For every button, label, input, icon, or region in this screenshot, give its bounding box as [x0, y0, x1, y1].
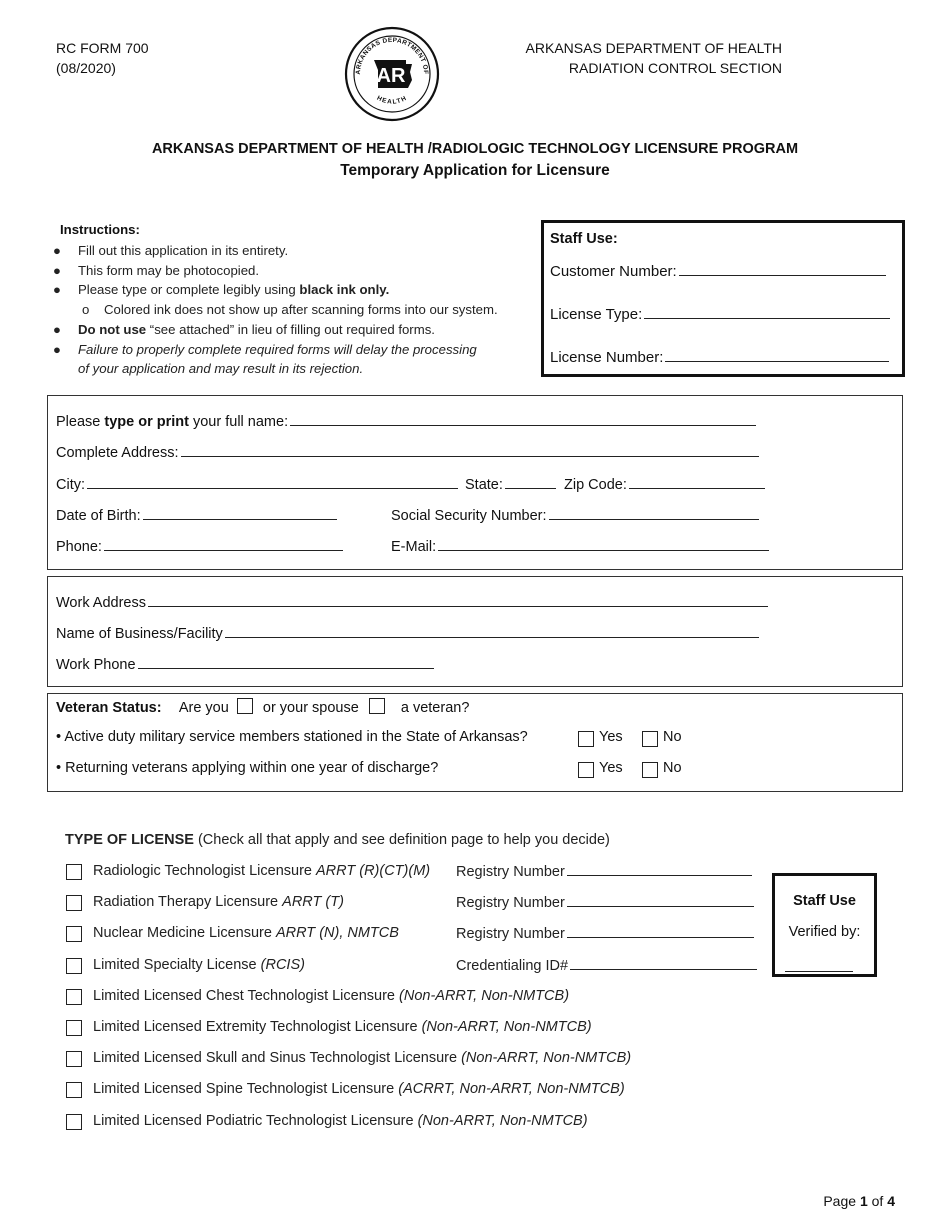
instruction-item: ● Please type or complete legibly using black ink only. — [53, 282, 390, 298]
license-type-field[interactable]: License Type: — [550, 306, 890, 323]
license-type-label: Radiologic Technologist Licensure ARRT (R)(CT)(M) — [93, 863, 431, 879]
returning-yes-label: Yes — [599, 760, 623, 776]
staff-verified-box — [772, 873, 877, 977]
staff-use-heading: Staff Use: — [550, 231, 618, 247]
active-duty-no-checkbox[interactable] — [642, 731, 658, 747]
active-duty-yes-checkbox[interactable] — [578, 731, 594, 747]
instruction-item-continued: of your application and may result in its rejection. — [78, 361, 364, 377]
license-type-checkbox[interactable] — [66, 958, 82, 974]
license-type-checkbox[interactable] — [66, 1114, 82, 1130]
active-duty-yes-label: Yes — [599, 729, 623, 745]
form-date: (08/2020) — [56, 60, 116, 76]
license-type-checkbox[interactable] — [66, 1020, 82, 1036]
returning-veteran-question: • Returning veterans applying within one year of discharge? — [56, 760, 439, 776]
email-field[interactable]: E-Mail: — [391, 538, 769, 555]
license-type-label: Limited Licensed Extremity Technologist Licensure (Non-ARRT, Non-NMTCB) — [93, 1019, 592, 1035]
license-registry-field[interactable]: Registry Number — [456, 925, 754, 942]
license-type-label: Limited Specialty License (RCIS) — [93, 956, 305, 973]
veteran-spouse-checkbox[interactable] — [369, 698, 385, 714]
instruction-item: ● Do not use “see attached” in lieu of filling out required forms. — [53, 321, 435, 337]
license-type-checkbox[interactable] — [66, 989, 82, 1005]
verified-by-field[interactable] — [785, 959, 853, 972]
department-seal-logo — [344, 26, 440, 122]
state-field[interactable]: State: — [465, 476, 556, 493]
license-type-checkbox[interactable] — [66, 1051, 82, 1067]
veteran-status-label: Veteran Status: — [56, 700, 162, 716]
veteran-self-checkbox[interactable] — [237, 698, 253, 714]
business-name-field[interactable]: Name of Business/Facility — [56, 625, 759, 642]
active-duty-no-label: No — [663, 729, 682, 745]
instruction-item: ● This form may be photocopied. — [53, 262, 260, 278]
instruction-sub-item: o Colored ink does not show up after scanning forms into our system. — [82, 302, 498, 318]
returning-no-label: No — [663, 760, 682, 776]
veteran-status-row: Veteran Status: Are you or your spouse a veteran? — [56, 700, 470, 716]
work-address-field[interactable]: Work Address — [56, 594, 768, 611]
license-registry-field[interactable]: Registry Number — [456, 863, 752, 880]
instructions-heading: Instructions: — [60, 222, 140, 237]
returning-yes-checkbox[interactable] — [578, 762, 594, 778]
date-of-birth-field[interactable]: Date of Birth: — [56, 507, 337, 524]
license-type-label: Limited Licensed Spine Technologist Licensure (ACRRT, Non-ARRT, Non-NMTCB) — [93, 1081, 625, 1098]
license-type-label: Limited Licensed Skull and Sinus Technologist Licensure (Non-ARRT, Non-NMTCB) — [93, 1050, 632, 1067]
ssn-field[interactable]: Social Security Number: — [391, 507, 759, 524]
work-phone-field[interactable]: Work Phone — [56, 656, 434, 673]
complete-address-field[interactable]: Complete Address: — [56, 444, 759, 461]
agency-line-1: ARKANSAS DEPARTMENT OF HEALTH — [525, 40, 782, 56]
full-name-field[interactable]: Please type or print your full name: — [56, 413, 756, 430]
active-duty-question: • Active duty military service members stationed in the State of Arkansas? — [56, 729, 528, 745]
license-type-checkbox[interactable] — [66, 1082, 82, 1098]
agency-line-2: RADIATION CONTROL SECTION — [568, 60, 782, 76]
license-type-label: Limited Licensed Podiatric Technologist Licensure (Non-ARRT, Non-NMTCB) — [93, 1112, 588, 1129]
page-indicator: Page 1 of 4 — [823, 1193, 895, 1209]
city-field[interactable]: City: — [56, 476, 458, 493]
license-type-checkbox[interactable] — [66, 895, 82, 911]
license-number-field[interactable]: License Number: — [550, 349, 889, 366]
zip-code-field[interactable]: Zip Code: — [564, 476, 765, 493]
returning-no-checkbox[interactable] — [642, 762, 658, 778]
staff-use-box — [541, 220, 905, 377]
verified-by-label: Verified by: — [788, 924, 861, 940]
staff-use-small-heading: Staff Use — [793, 893, 856, 909]
instruction-item: ● Failure to properly complete required forms will delay the processing — [53, 341, 477, 357]
instruction-item: ● Fill out this application in its entirety. — [53, 243, 289, 258]
license-type-checkbox[interactable] — [66, 864, 82, 880]
form-title: Temporary Application for Licensure — [340, 162, 610, 179]
program-title: ARKANSAS DEPARTMENT OF HEALTH /RADIOLOGIC TECHNOLOGY LICENSURE PROGRAM — [151, 141, 799, 157]
license-type-label: Limited Licensed Chest Technologist Licensure (Non-ARRT, Non-NMTCB) — [93, 987, 570, 1004]
license-type-heading: TYPE OF LICENSE (Check all that apply and see definition page to help you decide) — [65, 832, 610, 848]
phone-field[interactable]: Phone: — [56, 538, 343, 555]
customer-number-field[interactable]: Customer Number: — [550, 263, 886, 280]
form-id: RC FORM 700 — [56, 40, 149, 56]
svg-text:AR: AR — [376, 65, 406, 87]
license-type-label: Nuclear Medicine Licensure ARRT (N), NMTCB — [93, 925, 399, 942]
license-type-checkbox[interactable] — [66, 926, 82, 942]
license-registry-field[interactable]: Credentialing ID# — [456, 957, 757, 974]
svg-text:HEALTH: HEALTH — [375, 94, 409, 106]
license-registry-field[interactable]: Registry Number — [456, 894, 754, 911]
instructions-list — [53, 241, 498, 379]
svg-text:ARKANSAS DEPARTMENT OF: ARKANSAS DEPARTMENT OF — [354, 36, 430, 75]
license-type-label: Radiation Therapy Licensure ARRT (T) — [93, 894, 344, 911]
